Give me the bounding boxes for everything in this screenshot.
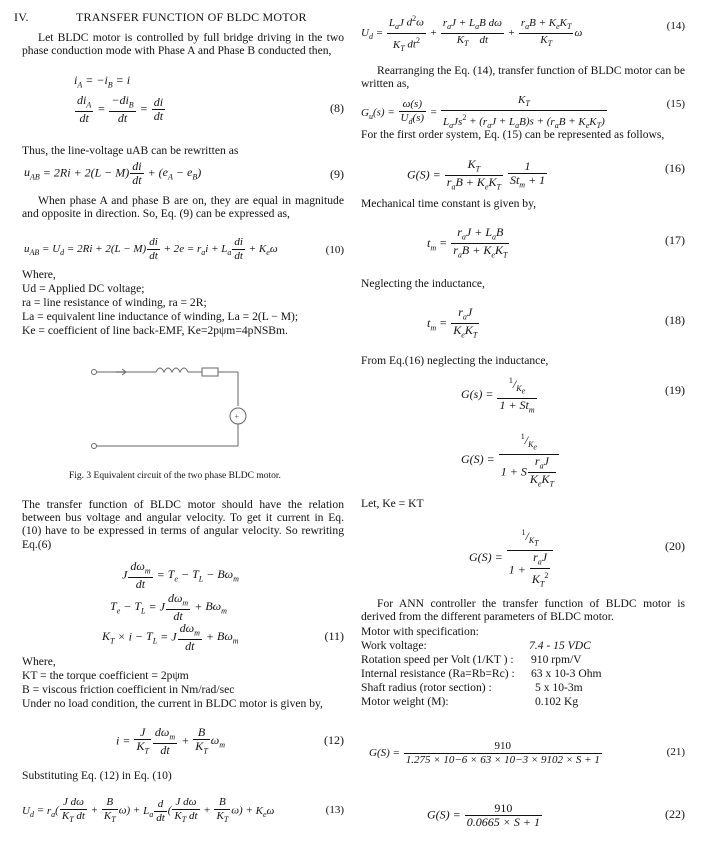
paragraph-first-order: For the first order system, Eq. (15) can be represented as follows, <box>361 128 665 141</box>
spec-row <box>361 653 514 666</box>
spec-row <box>361 695 449 708</box>
equation-13: $U_d = r_a$( $\frac{\text{J dω}}{K_T dt}$ + $\frac{B}{K_T}$ $\omega) + L_a$ $\frac{d}{dt}$ ( $\frac{\text{J dω}}{K_T dt}$ + $\frac{B}{K_T}$ $\omega) + K_e\omega$ (13) <box>22 796 344 825</box>
equation-number: (13) <box>325 804 344 816</box>
paragraph-from-eq16: From Eq.(16) neglecting the inductance, <box>361 354 549 367</box>
paragraph-let: Let, Ke = KT <box>361 497 424 510</box>
equation-number: (8) <box>330 101 344 115</box>
equation-lhs: G(S) = <box>427 807 461 822</box>
equation-numerator: 910 <box>404 740 602 754</box>
spec-value: 63 x 10-3 Ohm <box>531 667 602 680</box>
equation-10: $u_{AB} = U_d = 2Ri + 2(L - M)$ $\frac{di}{dt}$ + $2e = r_ai + L_a$ $\frac{di}{dt}$ + $K_e\omega$ (10) <box>24 236 344 262</box>
equation-12: i = $\frac{J}{K_T}$ $\frac{d\omega_m}{dt}$ + $\frac{B}{K_T}$ $\omega_m$ (12) <box>116 725 344 758</box>
spec-row <box>361 667 515 680</box>
terminal-bottom <box>92 444 97 449</box>
definition-la: La = equivalent line inductance of winding, La = 2(L − M); <box>22 310 299 323</box>
inductor-symbol <box>156 368 188 372</box>
equation-15: $G_u(s)$ = $\frac{\omega(s)}{U_d(s)}$ = $\frac{K_T}{L_aJs^2 + (r_aJ + L_aB)s + (r_aB + K_eK_T)}$ (15) <box>361 94 685 131</box>
section-title: TRANSFER FUNCTION OF BLDC MOTOR <box>76 10 307 24</box>
definition-b: B = viscous friction coefficient in Nm/rad/sec <box>22 683 235 696</box>
spec-value: 5 x 10-3m <box>535 681 583 694</box>
equation-number: (14) <box>666 20 685 32</box>
spec-value: 0.102 Kg <box>535 695 579 708</box>
paragraph-ann: For ANN controller the transfer function of BLDC motor is derived from the different parameters of BLDC motor. <box>361 597 685 624</box>
equation-number: (9) <box>330 167 344 181</box>
terminal-top <box>92 370 97 375</box>
definition-ra: ra = line resistance of winding, ra = 2R; <box>22 296 207 309</box>
paragraph-line-voltage: Thus, the line-voltage uAB can be rewritten as <box>22 144 239 157</box>
definition-ke: Ke = coefficient of line back-EMF, Ke=2pψm=4pNSBm. <box>22 324 288 337</box>
spec-value: 7.4 - 15 VDC <box>529 639 591 652</box>
equation-number: (15) <box>666 98 685 110</box>
equation-19: G(s) = $\frac{^1/_{Ke}}{1 + St_m}$ (19) <box>461 376 685 415</box>
paragraph-intro: Let BLDC motor is controlled by full bridge driving in the two phase conduction mode with Phase A and Phase B conducted then, <box>22 31 344 58</box>
spec-list <box>361 639 685 711</box>
paragraph-rearranging: Rearranging the Eq. (14), transfer function of BLDC motor can be written as, <box>361 64 685 91</box>
spec-row <box>361 639 427 652</box>
equation-torque-2: $T_e - T_L = J$ $\frac{d\omega_m}{dt}$ + $B\omega_m$ <box>110 591 227 624</box>
equation-number: (10) <box>325 244 344 256</box>
paragraph-phase-equal: When phase A and phase B are on, they are equal in magnitude and opposite in direction. So, Eq. (9) can be expressed as, <box>22 194 344 221</box>
equation-numerator: 910 <box>465 802 542 816</box>
spec-label: Work voltage: <box>361 639 427 652</box>
equation-number: (16) <box>665 161 685 175</box>
equation-number: (19) <box>665 383 685 397</box>
equation-torque-1: J $\frac{d\omega_m}{dt}$ = $T_e - T_L - B\omega_m$ <box>122 559 239 592</box>
where-label-1: Where, <box>22 268 56 281</box>
spec-value: 910 rpm/V <box>531 653 582 666</box>
svg-text:+: + <box>234 412 240 421</box>
equation-number: (22) <box>665 807 685 821</box>
paragraph-no-load: Under no load condition, the current in BLDC motor is given by, <box>22 697 323 710</box>
equation-16: G(S) = $\frac{K_T}{r_aB + K_eK_T}$ $\frac{1}{St_m + 1}$ (16) <box>407 157 685 192</box>
equation-20: G(S) = $^1/_{KT}$ 1 + $\frac{r_aJ}{K_T^2}$ (20) <box>469 528 685 589</box>
equation-11: $K_T \times i - T_L = J$ $\frac{d\omega_m}{dt}$ + $B\omega_m$ (11) <box>102 621 344 654</box>
equation-19b: G(S) = $^1/_{Ke}$ 1 + S $\frac{r_aJ}{K_eK_T}$ <box>461 430 560 491</box>
equation-number: (17) <box>665 233 685 247</box>
spec-label: Rotation speed per Volt (1/KT ) : <box>361 653 514 666</box>
where-label-2: Where, <box>22 655 56 668</box>
definition-kt: KT = the torque coefficient = 2pψm <box>22 669 189 682</box>
equation-21 <box>369 740 685 767</box>
equation-phase-currents: $i_A = -i_B = i$ <box>74 73 131 90</box>
equation-number: (18) <box>665 313 685 327</box>
equation-number: (21) <box>666 746 685 758</box>
paragraph-substituting: Substituting Eq. (12) in Eq. (10) <box>22 769 172 782</box>
equation-lhs: G(S) = <box>369 747 400 760</box>
equation-8: $\frac{di_A}{dt}$ = $\frac{-di_B}{dt}$ = $\frac{di}{dt}$ (8) <box>77 93 344 126</box>
equation-22 <box>427 802 685 829</box>
section-number: IV. <box>14 10 29 24</box>
resistor-symbol <box>202 368 218 376</box>
spec-label: Shaft radius (rotor section) : <box>361 681 492 694</box>
equation-number: (20) <box>665 539 685 553</box>
paragraph-mechanical: Mechanical time constant is given by, <box>361 197 537 210</box>
paragraph-spec-intro: Motor with specification: <box>361 625 479 638</box>
paragraph-relation: The transfer function of BLDC motor should have the relation between bus voltage and angular velocity. To get it current in Eq. (10) have to be expressed in terms of angular velocity. So rewriting Eq.(6) <box>22 498 344 551</box>
spec-label: Internal resistance (Ra=Rb=Rc) : <box>361 667 515 680</box>
figure-caption: Fig. 3 Equivalent circuit of the two phase BLDC motor. <box>69 471 281 481</box>
equation-denominator: 0.0665 × S + 1 <box>466 815 540 829</box>
equation-17: $t_m$ = $\frac{r_aJ + L_aB}{r_aB + K_eK_T}$ (17) <box>427 225 685 260</box>
equation-9: $u_{AB} = 2Ri + 2(L - M)$ $\frac{di}{dt}$ + $(e_A - e_B)$ (9) <box>24 159 344 187</box>
spec-label: Motor weight (M): <box>361 695 449 708</box>
spec-row <box>361 681 492 694</box>
paragraph-neglecting: Neglecting the inductance, <box>361 277 485 290</box>
definition-ud: Ud = Applied DC voltage; <box>22 282 145 295</box>
equation-number: (12) <box>324 733 344 747</box>
equivalent-circuit-figure <box>86 350 276 460</box>
equation-14: $U_d$ = $\frac{L_aJ d^2\omega}{K_T dt^2}$ + $\frac{r_aJ + L_aB d\omega}{K_T dt}$ + $\frac{r_aB + K_eK_T}{K_T}$ ω (14) <box>361 14 685 53</box>
equation-denominator: 1.275 × 10−6 × 63 × 10−3 × 9102 × S + 1 <box>405 754 600 766</box>
equation-number: (11) <box>324 629 344 643</box>
equation-18: $t_m$ = $\frac{r_aJ}{K_eK_T}$ (18) <box>427 305 685 340</box>
